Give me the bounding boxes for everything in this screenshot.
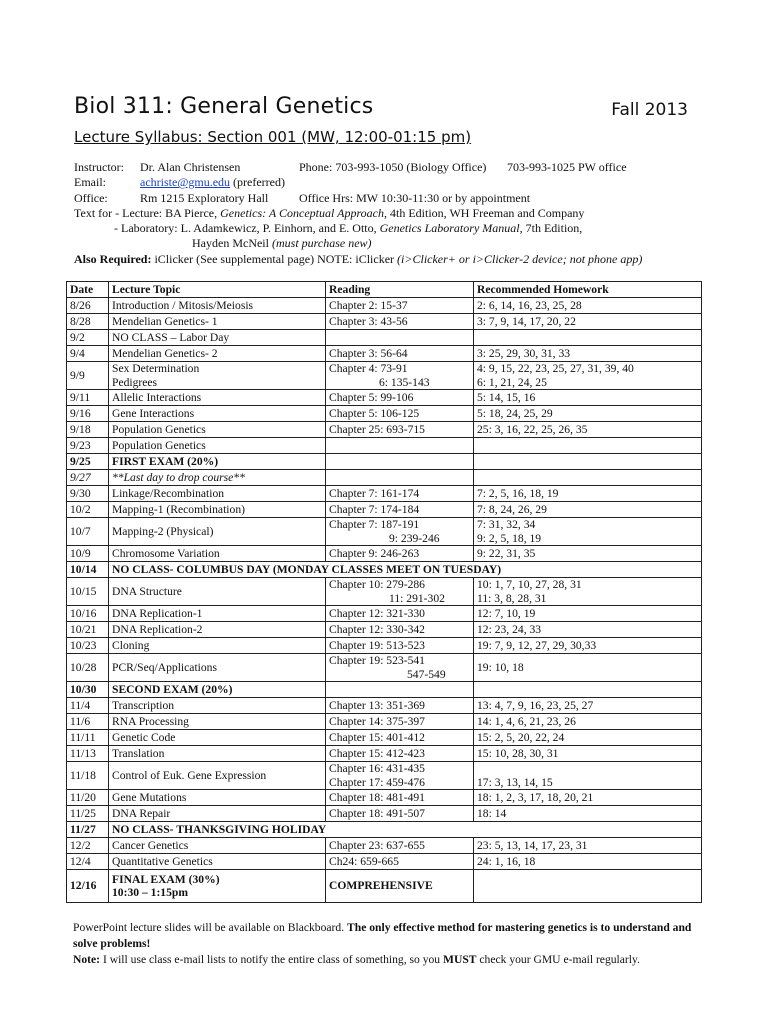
- homework-cell: 7: 8, 24, 26, 29: [474, 502, 702, 518]
- reading-cell: [326, 518, 474, 546]
- phone-number: Phone: 703-993-1050 (Biology Office): [299, 160, 487, 174]
- office-hours: Office Hrs: MW 10:30-11:30 or by appointment: [299, 190, 531, 205]
- homework-cell: [474, 870, 702, 903]
- date-cell: 11/25: [67, 806, 109, 822]
- date-cell: 9/18: [67, 422, 109, 438]
- homework-cell: 18: 14: [474, 806, 702, 822]
- reading-cell: Chapter 5: 99-106: [326, 390, 474, 406]
- homework-cell: 7: 2, 5, 16, 18, 19: [474, 486, 702, 502]
- topic-cell: DNA Replication-2: [109, 622, 326, 638]
- email-link[interactable]: achriste@gmu.edu: [140, 175, 231, 190]
- office-row: [74, 191, 714, 206]
- lab-publisher-row: [74, 236, 714, 251]
- homework-cell: 18: 1, 2, 3, 17, 18, 20, 21: [474, 790, 702, 806]
- reading-cell: [326, 362, 474, 390]
- table-row: [67, 746, 702, 762]
- homework-cell: [474, 330, 702, 346]
- reading-cell: Chapter 15: 401-412: [326, 730, 474, 746]
- date-cell: 12/4: [67, 854, 109, 870]
- homework-cell-line: 7: 31, 32, 34: [477, 518, 536, 531]
- table-row: [67, 546, 702, 562]
- note-label: Note:: [73, 953, 101, 966]
- table-row: [67, 362, 702, 390]
- table-row: [67, 454, 702, 470]
- clicker-note: (i>Clicker+ or i>Clicker-2 device; not phone app): [397, 251, 643, 266]
- homework-cell: 15: 10, 28, 30, 31: [474, 746, 702, 762]
- date-cell: 9/4: [67, 346, 109, 362]
- topic-cell: NO CLASS – Labor Day: [109, 330, 326, 346]
- instructor-row: [74, 160, 714, 175]
- date-cell: 9/30: [67, 486, 109, 502]
- homework-cell: [474, 470, 702, 486]
- table-row: [67, 730, 702, 746]
- date-cell: 10/28: [67, 654, 109, 682]
- homework-cell-line: 17: 3, 13, 14, 15: [477, 775, 553, 789]
- date-cell: 11/18: [67, 762, 109, 790]
- office-location: Rm 1215 Exploratory Hall: [140, 190, 269, 205]
- date-cell: 9/11: [67, 390, 109, 406]
- instructor-name: Dr. Alan Christensen: [140, 160, 241, 174]
- table-row: [67, 330, 702, 346]
- topic-cell: Population Genetics: [109, 422, 326, 438]
- homework-cell: [474, 518, 702, 546]
- homework-cell: 12: 23, 24, 33: [474, 622, 702, 638]
- table-row: [67, 870, 702, 903]
- topic-cell: Cancer Genetics: [109, 838, 326, 854]
- topic-cell: Gene Mutations: [109, 790, 326, 806]
- homework-cell-line: 10: 1, 7, 10, 27, 28, 31: [477, 578, 582, 591]
- date-cell: 9/9: [67, 362, 109, 390]
- column-header: Date: [67, 282, 109, 298]
- table-row: [67, 438, 702, 454]
- lecture-text-row: [74, 206, 714, 221]
- topic-cell: Allelic Interactions: [109, 390, 326, 406]
- topic-cell: NO CLASS- COLUMBUS DAY (MONDAY CLASSES MEET ON TUESDAY): [109, 562, 702, 578]
- homework-cell: 5: 18, 24, 25, 29: [474, 406, 702, 422]
- table-row: [67, 638, 702, 654]
- also-required-label: Also Required:: [74, 251, 152, 266]
- date-cell: 11/20: [67, 790, 109, 806]
- table-row: [67, 682, 702, 698]
- reading-cell: [326, 330, 474, 346]
- homework-cell: [474, 454, 702, 470]
- table-row: [67, 470, 702, 486]
- column-header: Recommended Homework: [474, 282, 702, 298]
- reading-cell: Chapter 5: 106-125: [326, 406, 474, 422]
- homework-cell: 14: 1, 4, 6, 21, 23, 26: [474, 714, 702, 730]
- homework-cell: [474, 682, 702, 698]
- lecture-text-title: Genetics: A Conceptual Approach: [220, 205, 384, 220]
- topic-cell: Gene Interactions: [109, 406, 326, 422]
- homework-cell: 23: 5, 13, 14, 17, 23, 31: [474, 838, 702, 854]
- topic-cell: Genetic Code: [109, 730, 326, 746]
- topic-cell: Linkage/Recombination: [109, 486, 326, 502]
- homework-cell: 24: 1, 16, 18: [474, 854, 702, 870]
- homework-cell-line: 9: 2, 5, 18, 19: [477, 531, 542, 545]
- table-row: [67, 790, 702, 806]
- table-header-row: [67, 282, 702, 298]
- blackboard-note: PowerPoint lecture slides will be available on Blackboard.: [73, 921, 345, 934]
- topic-cell: Cloning: [109, 638, 326, 654]
- homework-cell: 19: 10, 18: [474, 654, 702, 682]
- note-must: MUST: [443, 953, 477, 966]
- reading-cell-line: 9: 239-246: [389, 531, 440, 545]
- reading-cell-line: 11: 291-302: [389, 591, 445, 605]
- topic-cell: DNA Replication-1: [109, 606, 326, 622]
- topic-cell-line: Pedigrees: [112, 375, 158, 389]
- date-cell: 11/27: [67, 822, 109, 838]
- homework-cell: 9: 22, 31, 35: [474, 546, 702, 562]
- table-row: [67, 822, 702, 838]
- lecture-text-author: BA Pierce,: [165, 205, 218, 220]
- table-row: [67, 314, 702, 330]
- lab-must-purchase: (must purchase new): [271, 236, 372, 251]
- topic-cell: Mapping-1 (Recombination): [109, 502, 326, 518]
- lab-label: - Laboratory:: [114, 221, 178, 236]
- reading-cell: Chapter 25: 693-715: [326, 422, 474, 438]
- topic-cell: Mapping-2 (Physical): [109, 518, 326, 546]
- reading-cell: [326, 578, 474, 606]
- table-row: [67, 502, 702, 518]
- topic-cell-line: Sex Determination: [112, 362, 200, 375]
- lab-manual-edition: , 7th Edition,: [519, 221, 583, 236]
- table-row: [67, 762, 702, 790]
- topic-cell: DNA Structure: [109, 578, 326, 606]
- reading-cell-line: Chapter 10: 279-286: [329, 578, 425, 591]
- topic-cell: [109, 362, 326, 390]
- homework-cell: [474, 362, 702, 390]
- homework-cell: 13: 4, 7, 9, 16, 23, 25, 27: [474, 698, 702, 714]
- topic-cell: NO CLASS- THANKSGIVING HOLIDAY: [109, 822, 702, 838]
- homework-cell: 15: 2, 5, 20, 22, 24: [474, 730, 702, 746]
- date-cell: 11/4: [67, 698, 109, 714]
- topic-cell: Mendelian Genetics- 2: [109, 346, 326, 362]
- syllabus-subtitle: Lecture Syllabus: Section 001 (MW, 12:00-01:15 pm): [74, 128, 472, 146]
- reading-cell: Ch24: 659-665: [326, 854, 474, 870]
- reading-cell-line: Chapter 7: 187-191: [329, 518, 420, 531]
- date-cell: 10/9: [67, 546, 109, 562]
- reading-cell-line: Chapter 17: 459-476: [329, 775, 425, 789]
- lab-manual-title: Genetics Laboratory Manual: [379, 221, 520, 236]
- date-cell: 10/30: [67, 682, 109, 698]
- date-cell: 11/6: [67, 714, 109, 730]
- reading-cell: Chapter 3: 43-56: [326, 314, 474, 330]
- reading-cell: [326, 438, 474, 454]
- topic-cell: FIRST EXAM (20%): [109, 454, 326, 470]
- table-row: [67, 714, 702, 730]
- topic-cell: **Last day to drop course**: [109, 470, 326, 486]
- lab-publisher: Hayden McNeil: [192, 236, 269, 251]
- topic-cell: SECOND EXAM (20%): [109, 682, 326, 698]
- table-row: [67, 406, 702, 422]
- homework-cell: [474, 438, 702, 454]
- reading-cell: Chapter 19: 513-523: [326, 638, 474, 654]
- date-cell: 10/23: [67, 638, 109, 654]
- reading-cell: Chapter 9: 246-263: [326, 546, 474, 562]
- date-cell: 9/25: [67, 454, 109, 470]
- date-cell: 10/14: [67, 562, 109, 578]
- table-row: [67, 562, 702, 578]
- schedule-table: [66, 281, 702, 903]
- footer-notes: [73, 920, 713, 968]
- note-text-b: check your GMU e-mail regularly.: [479, 953, 640, 966]
- lecture-text-edition: , 4th Edition, WH Freeman and Company: [384, 205, 585, 220]
- reading-cell: Chapter 18: 481-491: [326, 790, 474, 806]
- topic-cell-line: FINAL EXAM (30%): [112, 872, 220, 886]
- table-row: [67, 854, 702, 870]
- date-cell: 10/7: [67, 518, 109, 546]
- reading-cell: [326, 454, 474, 470]
- date-cell: 9/16: [67, 406, 109, 422]
- date-cell: 11/13: [67, 746, 109, 762]
- topic-cell: Control of Euk. Gene Expression: [109, 762, 326, 790]
- homework-cell: 5: 14, 15, 16: [474, 390, 702, 406]
- date-cell: 10/21: [67, 622, 109, 638]
- date-cell: 11/11: [67, 730, 109, 746]
- table-row: [67, 654, 702, 682]
- homework-cell: 3: 7, 9, 14, 17, 20, 22: [474, 314, 702, 330]
- reading-cell: Chapter 12: 321-330: [326, 606, 474, 622]
- also-required-text: iClicker (See supplemental page) NOTE: iClicker: [154, 251, 395, 266]
- homework-cell-line: [477, 762, 698, 776]
- reading-cell-line: Chapter 4: 73-91: [329, 362, 408, 375]
- homework-cell-line: 4: 9, 15, 22, 23, 25, 27, 31, 39, 40: [477, 362, 634, 375]
- homework-cell: 2: 6, 14, 16, 23, 25, 28: [474, 298, 702, 314]
- reading-cell-line: 547-549: [407, 667, 446, 681]
- date-cell: 8/26: [67, 298, 109, 314]
- lab-text-row: [74, 221, 714, 236]
- date-cell: 10/16: [67, 606, 109, 622]
- reading-cell: [326, 470, 474, 486]
- topic-cell: Chromosome Variation: [109, 546, 326, 562]
- topic-cell: PCR/Seq/Applications: [109, 654, 326, 682]
- office-label: Office:: [74, 190, 108, 205]
- footer-paragraph: [73, 920, 713, 952]
- reading-cell: Chapter 12: 330-342: [326, 622, 474, 638]
- email-label: Email:: [74, 175, 106, 190]
- date-cell: 10/2: [67, 502, 109, 518]
- table-row: [67, 298, 702, 314]
- table-row: [67, 622, 702, 638]
- topic-cell: Transcription: [109, 698, 326, 714]
- column-header: Reading: [326, 282, 474, 298]
- instructor-label: Instructor:: [74, 160, 124, 174]
- topic-cell: Mendelian Genetics- 1: [109, 314, 326, 330]
- topic-cell: Quantitative Genetics: [109, 854, 326, 870]
- reading-cell: Chapter 7: 161-174: [326, 486, 474, 502]
- date-cell: 9/23: [67, 438, 109, 454]
- homework-cell: 12: 7, 10, 19: [474, 606, 702, 622]
- topic-cell: RNA Processing: [109, 714, 326, 730]
- note-text-a: I will use class e-mail lists to notify the entire class of something, so you: [102, 953, 441, 966]
- reading-cell: Chapter 3: 56-64: [326, 346, 474, 362]
- date-cell: 10/15: [67, 578, 109, 606]
- table-row: [67, 390, 702, 406]
- table-row: [67, 422, 702, 438]
- reading-cell: [326, 762, 474, 790]
- term-label: Fall 2013: [611, 100, 688, 120]
- topic-cell: Introduction / Mitosis/Meiosis: [109, 298, 326, 314]
- reading-cell: Chapter 15: 412-423: [326, 746, 474, 762]
- text-for-label: Text for - Lecture:: [74, 205, 163, 220]
- homework-cell: [474, 578, 702, 606]
- course-info: [74, 160, 714, 267]
- email-note: (preferred): [233, 175, 285, 190]
- topic-cell: DNA Repair: [109, 806, 326, 822]
- study-advice: The only effective method for mastering genetics is to understand and solve problems!: [73, 921, 692, 950]
- reading-cell: Chapter 2: 15-37: [326, 298, 474, 314]
- table-row: [67, 346, 702, 362]
- homework-cell: 25: 3, 16, 22, 25, 26, 35: [474, 422, 702, 438]
- reading-cell: Chapter 18: 491-507: [326, 806, 474, 822]
- topic-cell: Translation: [109, 746, 326, 762]
- table-row: [67, 838, 702, 854]
- also-required-row: [74, 252, 714, 267]
- reading-cell: COMPREHENSIVE: [326, 870, 474, 903]
- topic-cell: [109, 870, 326, 903]
- homework-cell: 3: 25, 29, 30, 31, 33: [474, 346, 702, 362]
- reading-cell-line: Chapter 16: 431-435: [329, 762, 425, 775]
- table-row: [67, 698, 702, 714]
- date-cell: 12/16: [67, 870, 109, 903]
- lab-authors: L. Adamkewicz, P. Einhorn, and E. Otto,: [180, 221, 377, 236]
- table-row: [67, 486, 702, 502]
- table-row: [67, 518, 702, 546]
- email-note-paragraph: [73, 952, 713, 968]
- homework-cell-line: 11: 3, 8, 28, 31: [477, 591, 547, 605]
- email-row: [74, 175, 714, 190]
- reading-cell: Chapter 23: 637-655: [326, 838, 474, 854]
- date-cell: 8/28: [67, 314, 109, 330]
- column-header: Lecture Topic: [109, 282, 326, 298]
- topic-cell-line: 10:30 – 1:15pm: [112, 886, 188, 899]
- reading-cell-line: 6: 135-143: [379, 375, 430, 389]
- homework-cell-line: 6: 1, 21, 24, 25: [477, 375, 547, 389]
- reading-cell: Chapter 14: 375-397: [326, 714, 474, 730]
- table-row: [67, 806, 702, 822]
- reading-cell: [326, 654, 474, 682]
- table-row: [67, 578, 702, 606]
- topic-cell: Population Genetics: [109, 438, 326, 454]
- date-cell: 12/2: [67, 838, 109, 854]
- reading-cell: Chapter 13: 351-369: [326, 698, 474, 714]
- reading-cell-line: Chapter 19: 523-541: [329, 654, 425, 667]
- homework-cell: 19: 7, 9, 12, 27, 29, 30,33: [474, 638, 702, 654]
- pw-office-phone: 703-993-1025 PW office: [507, 160, 627, 174]
- date-cell: 9/27: [67, 470, 109, 486]
- date-cell: 9/2: [67, 330, 109, 346]
- reading-cell: Chapter 7: 174-184: [326, 502, 474, 518]
- table-row: [67, 606, 702, 622]
- course-title: Biol 311: General Genetics: [74, 94, 374, 119]
- homework-cell: [474, 762, 702, 790]
- reading-cell: [326, 682, 474, 698]
